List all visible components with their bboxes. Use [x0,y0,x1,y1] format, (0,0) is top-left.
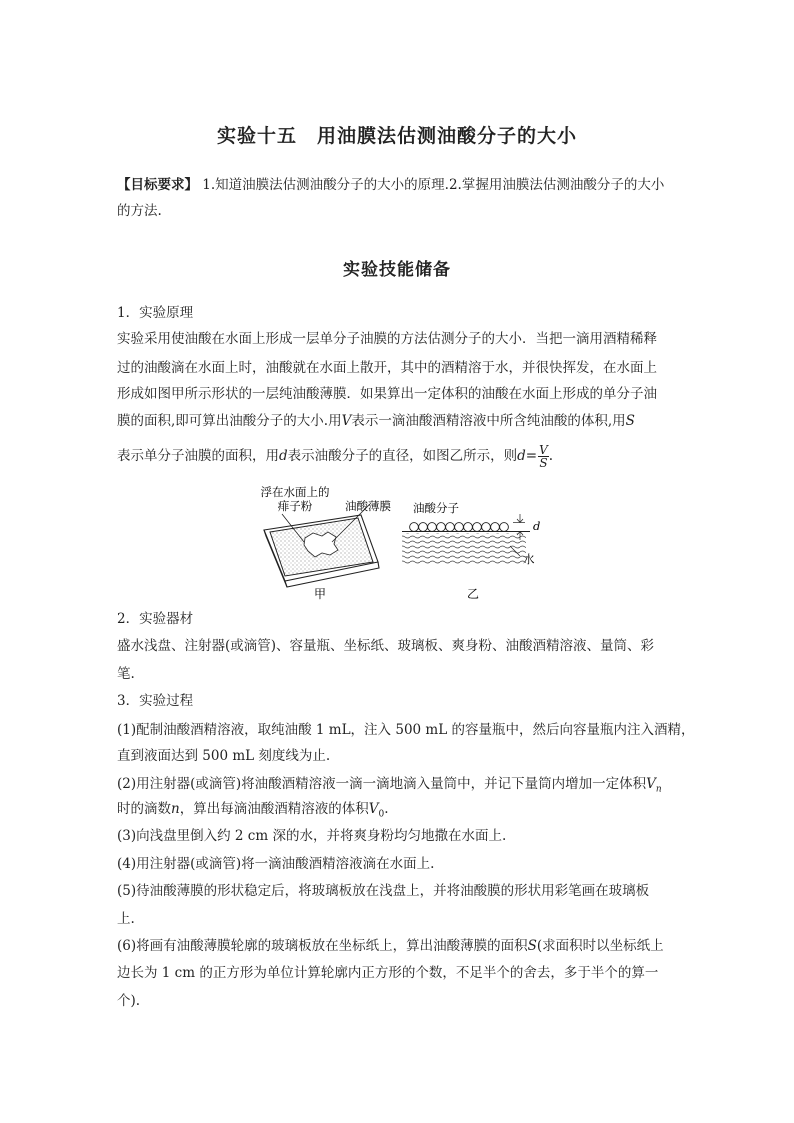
symbol-d: d [279,448,288,464]
s2-line-2: 笔. [117,666,135,682]
s3-p6-a [117,933,679,959]
label-oil-molecule: 油酸分子 [413,501,459,515]
fraction-denominator: S [539,456,548,470]
fraction-numerator: V [539,443,548,457]
symbol-Vn: V [646,776,656,792]
s3-p6-a-end: (求面积时以坐标纸上 [536,938,664,954]
symbol-V: V [341,413,352,429]
goal-tag: 【目标要求】 [117,177,198,193]
label-oil-film: 油酸薄膜 [345,499,391,513]
section-title: 实验技能储备 [343,260,451,280]
label-d: d [533,519,541,533]
s3-p1-b: 直到液面达到 500 mL 刻度线为止. [117,748,331,764]
page-title: 实验十五 用油膜法估测油酸分子的大小 [216,125,577,147]
caption-jia: 甲 [313,587,327,601]
label-powder-2: 痱子粉 [277,499,313,513]
s3-p4: (4)用注射器(或滴管)将一滴油酸酒精溶液滴在水面上. [117,856,435,872]
s3-p5-b: 上. [117,911,135,927]
s1-line-4 [117,408,679,434]
tray-drawing [264,504,379,587]
symbol-V0-sub: 0 [378,809,385,820]
caption-yi: 乙 [466,587,480,601]
s1-line-2: 过的油酸滴在水面上时，油酸就在水面上散开，其中的酒精溶于水，并很快挥发，在水面上 [117,360,657,376]
symbol-V0: V [368,801,379,817]
s3-p2-b-a: 时的滴数 [117,801,171,817]
formula-fraction [538,444,549,469]
label-water: 水 [523,552,535,566]
s3-heading: 3．实验过程 [117,693,194,709]
s3-p1-a: (1)配制油酸酒精溶液，取纯油酸 1 mL，注入 500 mL 的容量瓶中，然后向容量瓶内注入酒精， [117,722,695,738]
symbol-n: n [171,801,180,817]
s1-line-5 [117,443,679,469]
s1-heading: 1．实验原理 [117,305,194,321]
s1-line-4-b: 表示一滴油酸酒精溶液中所含纯油酸的体积,用 [351,413,626,429]
formula-lhs: d= [517,448,538,464]
s1-line-5-b: 表示油酸分子的直径，如图乙所示，则 [287,448,518,464]
s3-p5-a: (5)待油酸薄膜的形状稳定后，将玻璃板放在浅盘上，并将油酸膜的形状用彩笔画在玻璃板 [117,883,650,899]
s3-p6-b: 边长为 1 cm 的正方形为单位计算轮廓内正方形的个数，不足半个的舍去，多于半个的算一 [117,965,659,981]
s2-heading: 2．实验器材 [117,611,194,627]
goal-line-1 [117,172,679,198]
s1-line-5-end: . [548,448,554,464]
s3-p2-b-b: ，算出每滴油酸酒精溶液的体积 [179,801,369,817]
s3-p2-a-text: (2)用注射器(或滴管)将油酸酒精溶液一滴一滴地滴入量筒中，并记下量筒内增加一定体积 [117,776,647,792]
molecule-drawing [402,514,530,565]
symbol-Vn-sub: n [655,784,662,795]
goal-line-2: 的方法. [117,203,162,219]
symbol-S-area: S [527,938,537,954]
s3-p6-c: 个). [117,993,141,1009]
s1-line-5-a: 表示单分子油膜的面积，用 [117,448,279,464]
goal-text-1: 1.知道油膜法估测油酸分子的大小的原理.2.掌握用油膜法估测油酸分子的大小 [202,177,665,193]
s3-p3: (3)向浅盘里倒入约 2 cm 深的水，并将爽身粉均匀地撒在水面上. [117,828,507,844]
s2-line-1: 盛水浅盘、注射器(或滴管)、容量瓶、坐标纸、玻璃板、爽身粉、油酸酒精溶液、量筒、彩 [117,638,655,654]
s3-p6-a-text: (6)将画有油酸薄膜轮廓的玻璃板放在坐标纸上，算出油酸薄膜的面积 [117,938,528,954]
symbol-S: S [625,413,635,429]
experiment-figure [240,484,560,604]
s1-line-3: 形成如图甲所示形状的一层纯油酸薄膜．如果算出一定体积的油酸在水面上形成的单分子油 [117,386,657,402]
s3-p2-b-end: . [384,801,389,817]
label-powder-1: 浮在水面上的 [260,485,330,499]
s1-line-4-a: 膜的面积,即可算出油酸分子的大小.用 [117,413,342,429]
s1-line-1: 实验采用使油酸在水面上形成一层单分子油膜的方法估测分子的大小．当把一滴用酒精稀释 [117,331,657,347]
